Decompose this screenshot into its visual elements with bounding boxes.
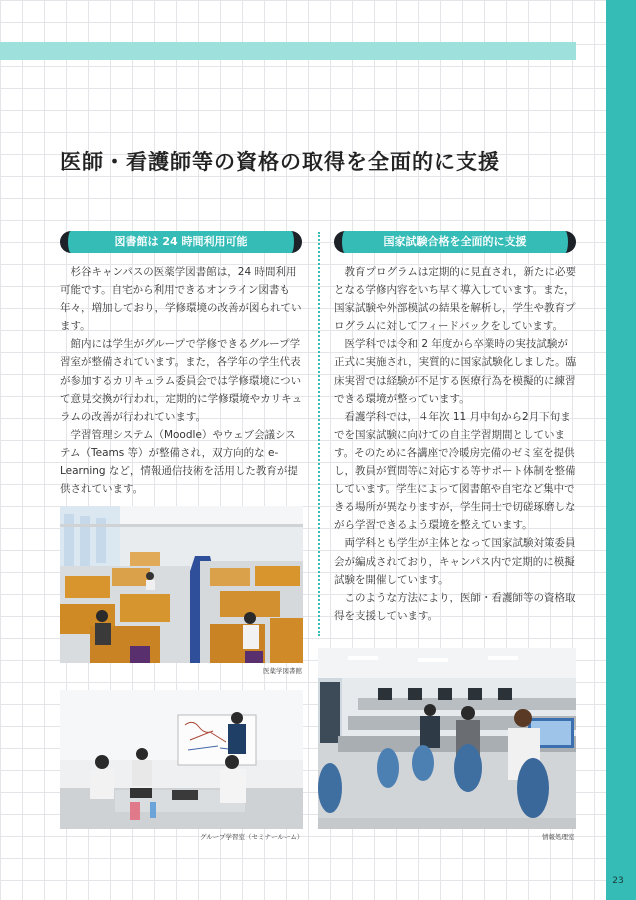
computer-room-photo-caption: 情報処理室	[542, 833, 575, 841]
paragraph: 館内には学生がグループで学修できるグループ学習室が整備されています。また，各学年の学生代表が参加するカリキュラム委員会では学修環境について意見交換が行われ，定期的に学修環境やカリキュラムの改善が行われています。	[60, 338, 303, 423]
library-photo	[60, 506, 303, 663]
top-accent-band	[0, 42, 576, 60]
computer-room-photo	[318, 648, 576, 829]
page-title: 医師・看護師等の資格の取得を全面的に支援	[60, 150, 500, 175]
right-accent-band	[606, 0, 636, 900]
library-section-heading: 図書館は 24 時間利用可能	[60, 231, 302, 253]
paragraph: 学習管理システム（Moodle）やウェブ会議システム（Teams 等）が整備され，双方向的な e-Learning など，情報通信技術を活用した教育が提供されています。	[60, 428, 298, 496]
exam-section-heading: 国家試験合格を全面的に支援	[334, 231, 576, 253]
library-section-body	[60, 263, 304, 498]
group-room-photo	[60, 690, 303, 829]
column-divider	[318, 232, 320, 636]
page-number: 23	[612, 876, 624, 886]
paragraph: 両学科とも学生が主体となって国家試験対策委員会が編成されており，キャンパス内で定期的に模擬試験を開催しています。	[334, 537, 576, 586]
paragraph: 看護学科では，４年次 11 月中旬から2月下旬までを国家試験に向けての自主学習期間としています。そのために各講座で冷暖房完備のゼミ室を提供し，教員が質問等に対応する等サポート体制を整備しています。学生によって図書館や自宅など集中できる場所が異なりますが，学生同士で切磋琢磨しながら学習できるよう環境を整えています。	[334, 410, 576, 532]
paragraph: 医学科では令和 2 年度から卒業時の実技試験が正式に実施され，実質的に国家試験化しました。臨床実習では経験が不足する医療行為を模擬的に練習できる環境が整っています。	[334, 338, 577, 405]
paragraph: 杉谷キャンパスの医薬学図書館は，24 時間利用可能です。自宅から利用できるオンライン図書も年々，増加しており，学修環境の改善が図られています。	[60, 266, 302, 333]
paragraph: 教育プログラムは定期的に見直され，新たに必要となる学修内容をいち早く導入しています。また，国家試験や外部模試の結果を解析し，学生や教育プログラムに対してフィードバックをしています。	[334, 266, 577, 333]
exam-section-body	[334, 263, 578, 625]
paragraph: このような方法により，医師・看護師等の資格取得を支援しています。	[334, 591, 576, 622]
group-room-photo-caption: グループ学習室（セミナールーム）	[200, 833, 304, 841]
library-photo-caption: 医薬学図書館	[263, 667, 302, 675]
